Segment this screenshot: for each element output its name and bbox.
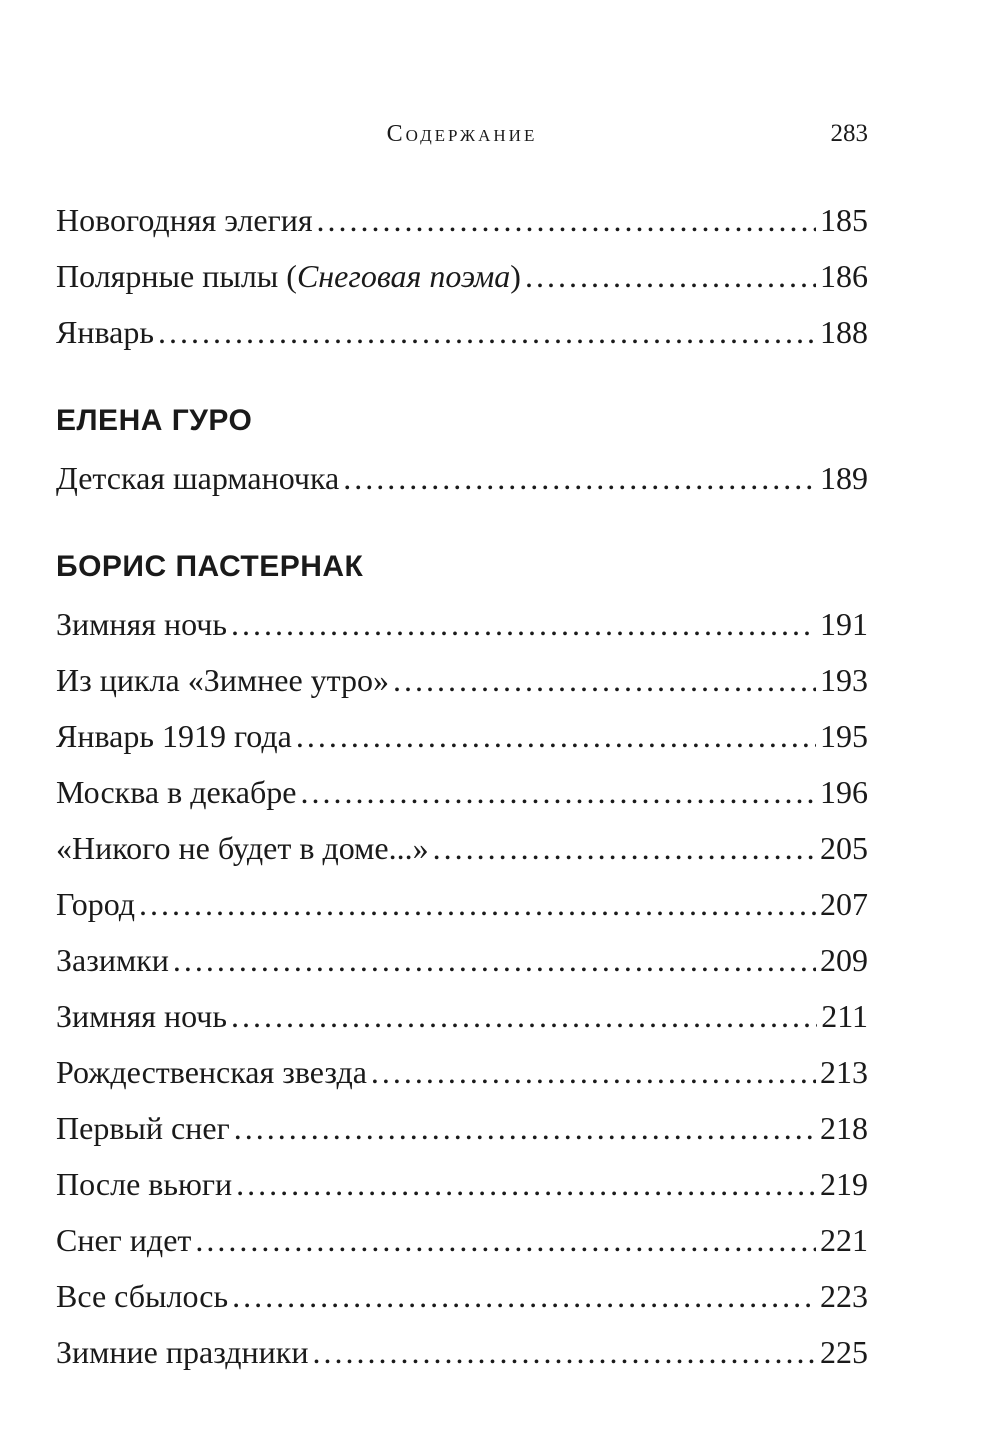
toc-entry — [56, 1100, 868, 1156]
toc-entry — [56, 1212, 868, 1268]
toc-entry — [56, 596, 868, 652]
dot-leader — [433, 820, 816, 876]
toc-entry — [56, 1324, 868, 1380]
toc-entry-page: 191 — [820, 606, 868, 642]
toc-entry-title: Город — [56, 886, 136, 922]
table-of-contents — [56, 192, 868, 1380]
toc-entry — [56, 192, 868, 248]
dot-leader — [312, 1324, 816, 1380]
toc-entry-page: 207 — [820, 886, 868, 922]
toc-entry — [56, 988, 868, 1044]
dot-leader — [296, 708, 816, 764]
toc-entry — [56, 1268, 868, 1324]
running-title: Содержание — [386, 121, 538, 147]
toc-entry — [56, 1044, 868, 1100]
toc-entry-title: Снег идет — [56, 1222, 192, 1258]
toc-entry-title: Январь — [56, 314, 154, 350]
dot-leader — [231, 596, 816, 652]
toc-entry — [56, 304, 868, 360]
toc-entry — [56, 764, 868, 820]
toc-entry — [56, 708, 868, 764]
toc-entry-page: 213 — [820, 1054, 868, 1090]
toc-entry-page: 219 — [820, 1166, 868, 1202]
dot-leader — [525, 248, 816, 304]
dot-leader — [234, 1100, 816, 1156]
toc-entry-page: 211 — [821, 998, 868, 1034]
dot-leader — [232, 1268, 816, 1324]
toc-entry-title: Зазимки — [56, 942, 169, 978]
toc-entry-page: 218 — [820, 1110, 868, 1146]
author-heading: ЕЛЕНА ГУРО — [56, 404, 253, 437]
toc-entry-page: 225 — [820, 1334, 868, 1370]
toc-entry-title: Зимняя ночь — [56, 998, 227, 1034]
toc-entry-title: «Никого не будет в доме...» — [56, 830, 429, 866]
toc-entry-title: Из цикла «Зимнее утро» — [56, 662, 390, 698]
toc-entry — [56, 1156, 868, 1212]
toc-entry — [56, 932, 868, 988]
toc-entry-title: Полярные пылы (Снеговая поэма) — [56, 258, 521, 294]
toc-entry-page: 209 — [820, 942, 868, 978]
toc-entry-page: 193 — [820, 662, 868, 698]
toc-entry-title: Все сбылось — [56, 1278, 229, 1314]
dot-leader — [393, 652, 816, 708]
toc-entry-title: Январь 1919 года — [56, 718, 292, 754]
dot-leader — [236, 1156, 816, 1212]
page-number: 283 — [830, 120, 868, 147]
toc-entry-title: Рождественская звезда — [56, 1054, 367, 1090]
author-heading: БОРИС ПАСТЕРНАК — [56, 550, 364, 583]
toc-entry — [56, 652, 868, 708]
toc-entry-page: 186 — [820, 258, 868, 294]
toc-entry — [56, 248, 868, 304]
toc-entry-title: Детская шарманочка — [56, 460, 340, 496]
dot-leader — [343, 450, 816, 506]
toc-entry-page: 223 — [820, 1278, 868, 1314]
toc-entry-title: Москва в декабре — [56, 774, 297, 810]
toc-entry-page: 221 — [820, 1222, 868, 1258]
toc-entry-page: 195 — [820, 718, 868, 754]
dot-leader — [195, 1212, 816, 1268]
toc-entry-title: После вьюги — [56, 1166, 233, 1202]
toc-entry-page: 196 — [820, 774, 868, 810]
running-head — [56, 112, 868, 156]
author-entries — [56, 596, 868, 1380]
dot-leader — [139, 876, 816, 932]
toc-entry-page: 188 — [820, 314, 868, 350]
dot-leader — [158, 304, 816, 360]
dot-leader — [231, 988, 817, 1044]
toc-entry-page: 205 — [820, 830, 868, 866]
dot-leader — [317, 192, 816, 248]
toc-entry-page: 185 — [820, 202, 868, 238]
toc-entry-title: Новогодняя элегия — [56, 202, 313, 238]
toc-entry — [56, 876, 868, 932]
dot-leader — [371, 1044, 816, 1100]
dot-leader — [173, 932, 816, 988]
toc-entry — [56, 450, 868, 506]
toc-entry-page: 189 — [820, 460, 868, 496]
toc-entry-title: Зимняя ночь — [56, 606, 227, 642]
dot-leader — [300, 764, 816, 820]
toc-entry-title: Зимние праздники — [56, 1334, 309, 1370]
toc-entry-title: Первый снег — [56, 1110, 230, 1146]
toc-entry-title-italic: Снеговая поэма — [296, 258, 511, 294]
toc-entry — [56, 820, 868, 876]
